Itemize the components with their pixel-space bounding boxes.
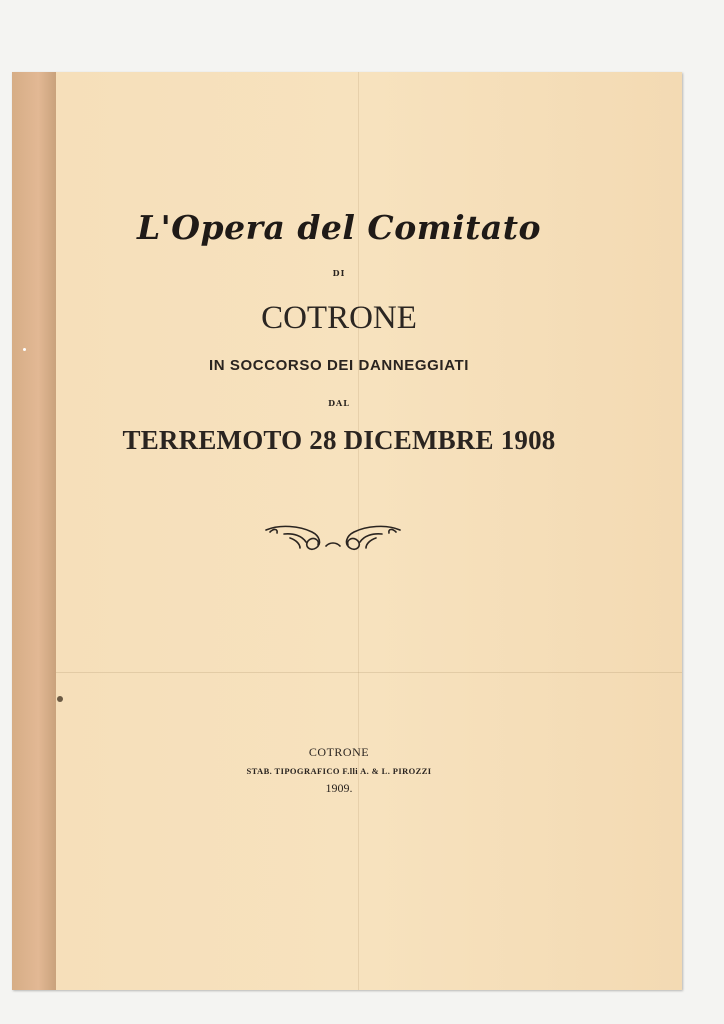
preposition-dal: DAL	[328, 398, 350, 408]
preposition-di: DI	[332, 268, 346, 278]
earthquake-heading: TERREMOTO 28 DICEMBRE 1908	[122, 425, 556, 455]
horizontal-fold-line	[56, 672, 682, 673]
ink-speck	[23, 348, 26, 351]
imprint-printer: STAB. TIPOGRAFICO F.lli A. & L. PIROZZI	[246, 766, 432, 776]
subtitle-relief: IN SOCCORSO DEI DANNEGGIATI	[208, 357, 470, 374]
ink-speck	[57, 696, 63, 702]
city-heading: COTRONE	[261, 300, 417, 336]
decorative-scroll-icon	[260, 518, 406, 556]
imprint-year: 1909.	[325, 781, 353, 795]
imprint-city: COTRONE	[308, 745, 370, 759]
cover-title: L'Opera del Comitato	[136, 208, 542, 247]
